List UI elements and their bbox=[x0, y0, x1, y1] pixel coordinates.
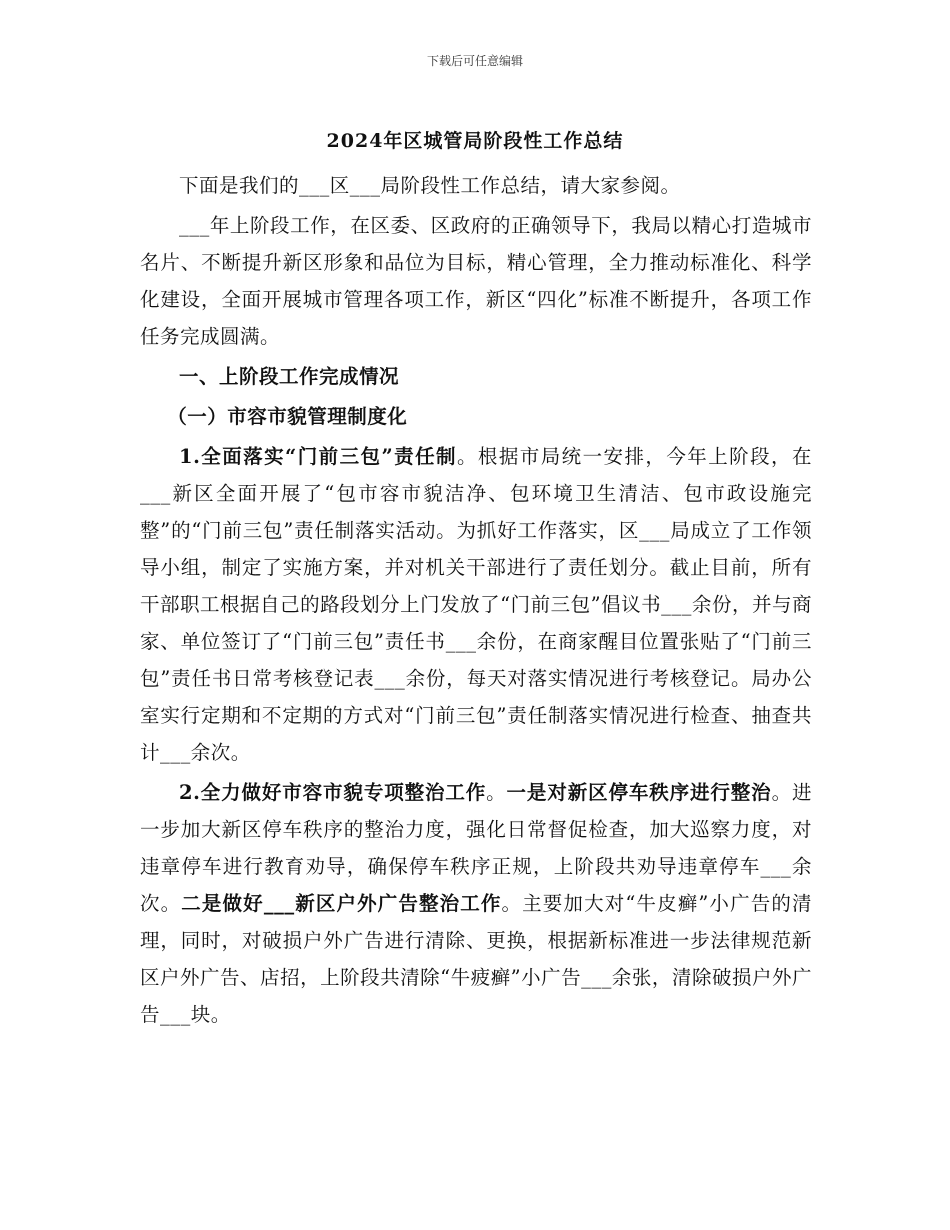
item-2-text-2: 。主要加大对“牛皮癣”小广告的清理，同时，对破损户外广告进行清除、更换，根据新标准进一步法律规范新区户外广告、店招，上阶段共清除“牛疲癣”小广告___余张，清除破损户外广告___块。 bbox=[140, 892, 812, 1026]
item-1-lead: 1.全面落实“门前三包”责任制 bbox=[179, 445, 457, 468]
document-title: 2024年区城管局阶段性工作总结 bbox=[326, 130, 624, 152]
subsection-heading-1: （一）市容市貌管理制度化 bbox=[167, 405, 408, 428]
overview-paragraph: ___年上阶段工作，在区委、区政府的正确领导下，我局以精心打造城市名片、不断提升新区形象和品位为目标，精心管理，全力推动标准化、科学化建设，全面开展城市管理各项工作，新区“四化”标准不断提升，各项工作任务完成圆满。 bbox=[140, 214, 812, 348]
item-1-text: 。根据市局统一安排，今年上阶段，在___新区全面开展了“包市容市貌洁净、包环境卫生清洁、包市政设施完整”的“门前三包”责任制落实活动。为抓好工作落实，区___局成立了工作领导小组，制定了实施方案，并对机关干部进行了责任划分。截止目前，所有干部职工根据自己的路段划分上门发放了“门前三包”倡议书___余份，并与商家、单位签订了“门前三包”责任书___余份，在商家醒目位置张贴了“门前三包”责任书日常考核登记表___余份，每天对落实情况进行考核登记。局办公室实行定期和不定期的方式对“门前三包”责任制落实情况进行检查、抽查共计___余次。 bbox=[140, 445, 812, 764]
item-2-lead: 2.全力做好市容市貌专项整治工作 bbox=[179, 781, 487, 804]
paragraph-item-1 bbox=[140, 438, 812, 771]
item-2-text-1: 。进一步加大新区停车秩序的整治力度，强化日常督促检查，加大巡察力度，对违章停车进行教育劝导，确保停车秩序正规，上阶段共劝导违章停车___余次。 bbox=[140, 781, 812, 915]
page-header: 下载后可任意编辑 bbox=[426, 54, 523, 68]
item-2-point-1: 一是对新区停车秩序进行整治 bbox=[506, 781, 772, 804]
paragraph-item-2 bbox=[140, 774, 812, 1033]
intro-paragraph: 下面是我们的___区___局阶段性工作总结，请大家参阅。 bbox=[179, 174, 681, 197]
section-heading-1: 一、上阶段工作完成情况 bbox=[179, 365, 400, 388]
item-2-point-2: 二是做好___新区户外广告整治工作 bbox=[181, 892, 502, 915]
document-body bbox=[140, 167, 812, 1036]
item-2-sep: 。 bbox=[486, 781, 507, 804]
